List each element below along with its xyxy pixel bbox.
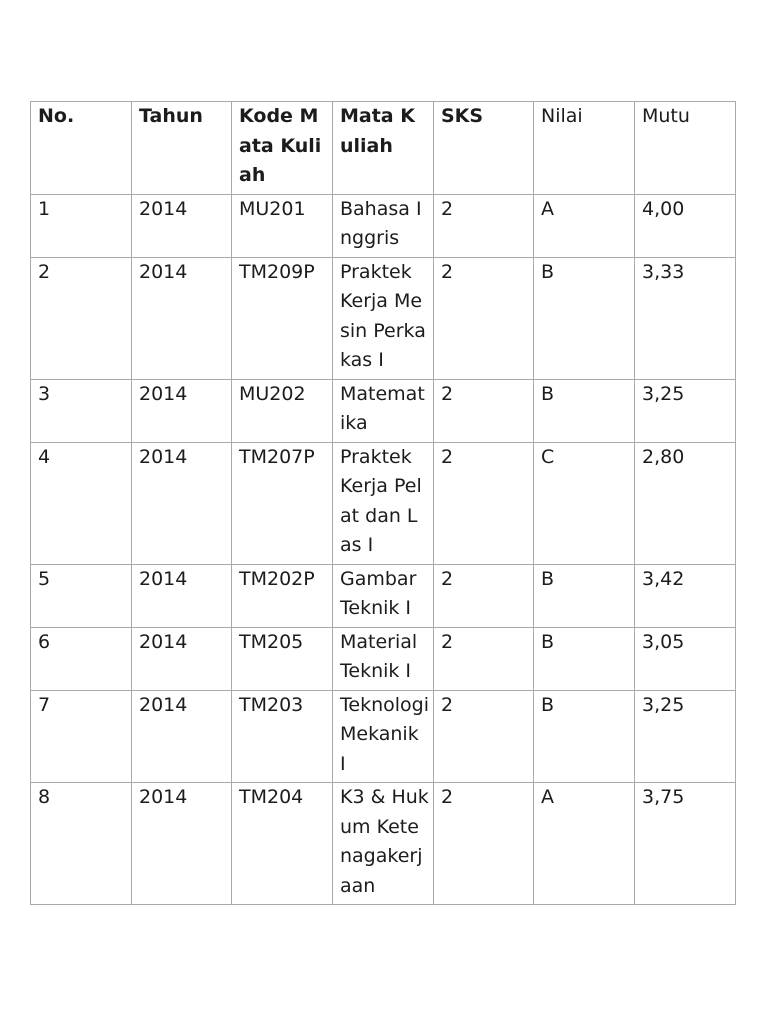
cell-tahun: 2014 bbox=[132, 442, 232, 564]
header-no: No. bbox=[31, 102, 132, 195]
header-tahun: Tahun bbox=[132, 102, 232, 195]
cell-mata-kuliah: Praktek Kerja Pelat dan Las I bbox=[333, 442, 434, 564]
table-row bbox=[31, 194, 736, 257]
cell-tahun: 2014 bbox=[132, 194, 232, 257]
cell-mata-kuliah: K3 & Hukum Ketenagakerjaan bbox=[333, 783, 434, 905]
cell-mata-kuliah: Bahasa Inggris bbox=[333, 194, 434, 257]
cell-mata-kuliah: Gambar Teknik I bbox=[333, 564, 434, 627]
header-nilai: Nilai bbox=[534, 102, 635, 195]
header-kode-mata-kuliah: Kode Mata Kuliah bbox=[232, 102, 333, 195]
cell-nilai: A bbox=[534, 194, 635, 257]
cell-mutu: 3,25 bbox=[635, 379, 736, 442]
cell-kode: TM202P bbox=[232, 564, 333, 627]
cell-no: 1 bbox=[31, 194, 132, 257]
table-row bbox=[31, 379, 736, 442]
cell-tahun: 2014 bbox=[132, 379, 232, 442]
table-row bbox=[31, 783, 736, 905]
cell-sks: 2 bbox=[434, 257, 534, 379]
cell-no: 5 bbox=[31, 564, 132, 627]
cell-mutu: 3,05 bbox=[635, 627, 736, 690]
cell-kode: MU201 bbox=[232, 194, 333, 257]
cell-sks: 2 bbox=[434, 690, 534, 783]
cell-nilai: A bbox=[534, 783, 635, 905]
header-sks: SKS bbox=[434, 102, 534, 195]
cell-tahun: 2014 bbox=[132, 564, 232, 627]
table-row bbox=[31, 442, 736, 564]
cell-kode: TM207P bbox=[232, 442, 333, 564]
table-header bbox=[31, 102, 736, 195]
cell-no: 4 bbox=[31, 442, 132, 564]
cell-mutu: 4,00 bbox=[635, 194, 736, 257]
cell-nilai: B bbox=[534, 627, 635, 690]
cell-nilai: B bbox=[534, 257, 635, 379]
table-row bbox=[31, 257, 736, 379]
cell-sks: 2 bbox=[434, 379, 534, 442]
cell-tahun: 2014 bbox=[132, 627, 232, 690]
cell-kode: TM209P bbox=[232, 257, 333, 379]
table-row bbox=[31, 564, 736, 627]
cell-sks: 2 bbox=[434, 442, 534, 564]
cell-mata-kuliah: Teknologi Mekanik I bbox=[333, 690, 434, 783]
table-row bbox=[31, 690, 736, 783]
cell-mutu: 3,42 bbox=[635, 564, 736, 627]
cell-nilai: B bbox=[534, 564, 635, 627]
cell-mata-kuliah: Material Teknik I bbox=[333, 627, 434, 690]
cell-mutu: 3,33 bbox=[635, 257, 736, 379]
header-row bbox=[31, 102, 736, 195]
table-row bbox=[31, 627, 736, 690]
cell-no: 8 bbox=[31, 783, 132, 905]
cell-nilai: B bbox=[534, 690, 635, 783]
cell-sks: 2 bbox=[434, 627, 534, 690]
cell-no: 7 bbox=[31, 690, 132, 783]
cell-tahun: 2014 bbox=[132, 257, 232, 379]
cell-nilai: C bbox=[534, 442, 635, 564]
cell-no: 2 bbox=[31, 257, 132, 379]
cell-nilai: B bbox=[534, 379, 635, 442]
cell-no: 3 bbox=[31, 379, 132, 442]
cell-mata-kuliah: Praktek Kerja Mesin Perkakas I bbox=[333, 257, 434, 379]
cell-mutu: 2,80 bbox=[635, 442, 736, 564]
cell-sks: 2 bbox=[434, 564, 534, 627]
header-mata-kuliah: Mata Kuliah bbox=[333, 102, 434, 195]
table-body bbox=[31, 194, 736, 905]
cell-mata-kuliah: Matematika bbox=[333, 379, 434, 442]
cell-kode: TM205 bbox=[232, 627, 333, 690]
cell-tahun: 2014 bbox=[132, 690, 232, 783]
cell-sks: 2 bbox=[434, 783, 534, 905]
header-mutu: Mutu bbox=[635, 102, 736, 195]
grades-table-container bbox=[30, 101, 736, 975]
cell-kode: TM204 bbox=[232, 783, 333, 905]
cell-kode: MU202 bbox=[232, 379, 333, 442]
cell-kode: TM203 bbox=[232, 690, 333, 783]
cell-tahun: 2014 bbox=[132, 783, 232, 905]
cell-mutu: 3,75 bbox=[635, 783, 736, 905]
grades-table bbox=[30, 101, 736, 905]
cell-sks: 2 bbox=[434, 194, 534, 257]
cell-mutu: 3,25 bbox=[635, 690, 736, 783]
cell-no: 6 bbox=[31, 627, 132, 690]
